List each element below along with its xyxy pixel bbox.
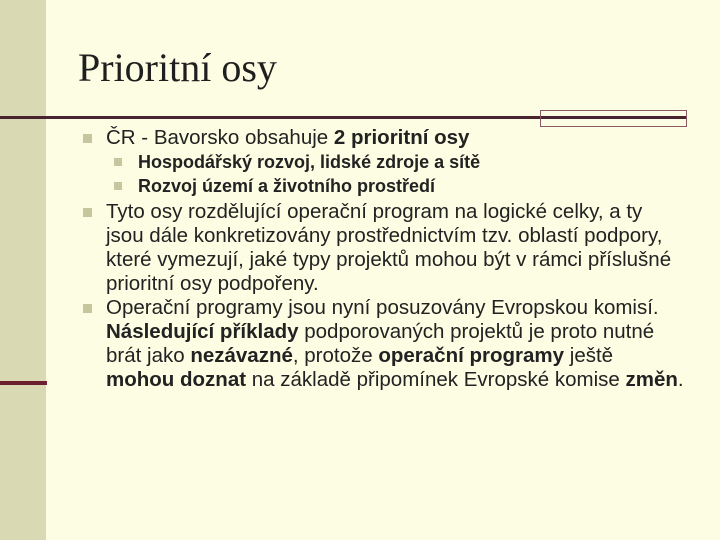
bullet-1-text: ČR - Bavorsko obsahuje (106, 126, 334, 149)
square-bullet-icon (114, 158, 122, 166)
sub-bullet-1 (78, 150, 684, 174)
bullet-2-text: Tyto osy rozdělující operační program na logické celky, a ty jsou dále konkretizovány prostřednictvím tzv. oblastí podpory, které vymezují, jaké typy projektů mohou být v rámci příslušné prioritní osy podpořeny. (106, 200, 672, 295)
bullet-3-bold-a: Následující příklady (106, 320, 299, 343)
bullet-3-bold-d: mohou doznat (106, 368, 247, 391)
bullet-3-bold-c: operační programy (378, 344, 565, 367)
sub-bullet-2 (78, 174, 684, 198)
bullet-2 (78, 200, 684, 296)
bullet-3-text-f: . (677, 368, 684, 391)
bullet-3-text-d: ještě (564, 344, 614, 367)
sub-bullet-2-text: Rozvoj území a životního prostředí (138, 176, 436, 196)
bullet-3 (78, 296, 684, 392)
bullet-3-text-a: Operační programy jsou nyní posuzovány Evropskou komisí. (106, 296, 659, 319)
sub-bullet-1-text: Hospodářský rozvoj, lidské zdroje a sítě (138, 152, 481, 172)
sidebar-accent-line (0, 381, 47, 385)
square-bullet-icon (83, 208, 92, 217)
slide-content (78, 126, 684, 392)
square-bullet-icon (83, 134, 92, 143)
bullet-3-bold-e: změn (625, 368, 678, 391)
bullet-3-text-b: podporovaných projektů je proto nutné brát jako (106, 320, 655, 367)
left-sidebar-band (0, 0, 46, 540)
bullet-3-text-c: , protože (292, 344, 379, 367)
bullet-3-bold-b: nezávazné (190, 344, 293, 367)
square-bullet-icon (114, 182, 122, 190)
bullet-3-text-e: na základě připomínek Evropské komise (246, 368, 626, 391)
bullet-1 (78, 126, 684, 150)
bullet-1-bold: 2 prioritní osy (333, 126, 470, 149)
slide-title: Prioritní osy (78, 45, 277, 90)
square-bullet-icon (83, 304, 92, 313)
title-accent-box (540, 110, 687, 127)
